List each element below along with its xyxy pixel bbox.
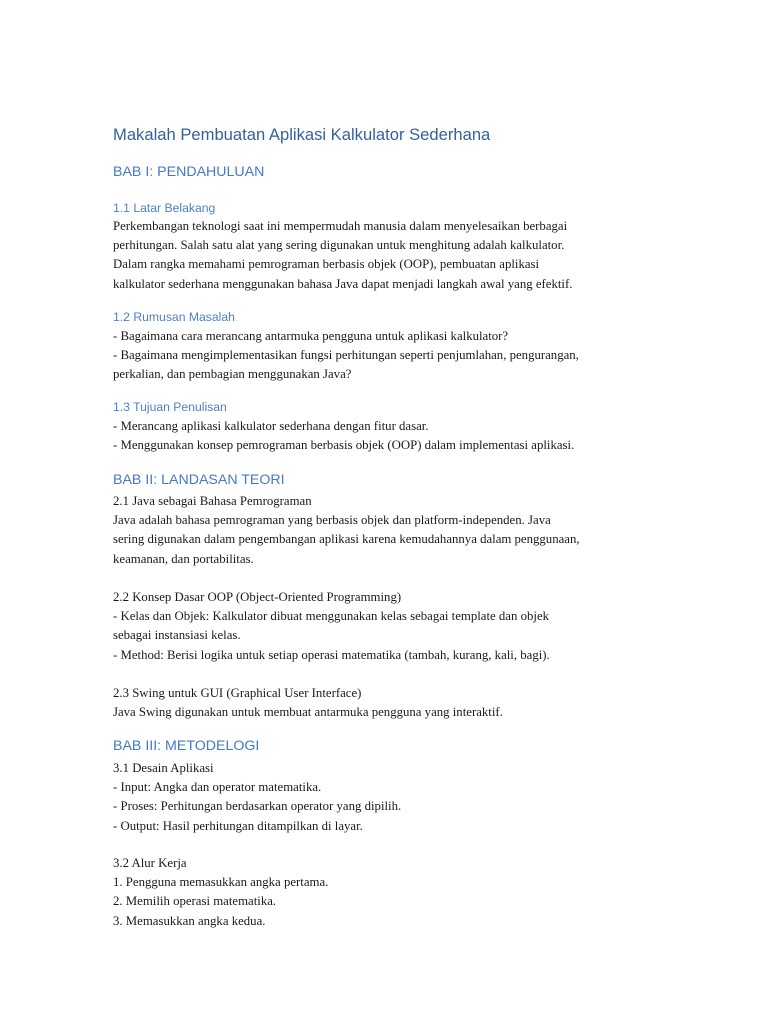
paragraph-line: - Kelas dan Objek: Kalkulator dibuat menggunakan kelas sebagai template dan objek	[113, 609, 550, 624]
section-3-2-paragraph	[113, 854, 673, 931]
list-item: - Input: Angka dan operator matematika.	[113, 780, 322, 795]
section-2-2-paragraph	[113, 588, 673, 665]
bab1-heading: BAB I: PENDAHULUAN	[113, 164, 265, 180]
list-item: 2. Memilih operasi matematika.	[113, 894, 277, 909]
list-item: 1. Pengguna memasukkan angka pertama.	[113, 875, 329, 890]
list-item: - Bagaimana cara merancang antarmuka pengguna untuk aplikasi kalkulator?	[113, 329, 509, 343]
paragraph-line: Java adalah bahasa pemrograman yang berbasis objek dan platform-independen. Java	[113, 513, 551, 528]
paragraph-line: 2.1 Java sebagai Bahasa Pemrograman	[113, 494, 312, 508]
paragraph-line: Dalam rangka memahami pemrograman berbasis objek (OOP), pembuatan aplikasi	[113, 257, 540, 272]
list-item: perkalian, dan pembagian menggunakan Java?	[113, 367, 352, 382]
list-item: - Merancang aplikasi kalkulator sederhana dengan fitur dasar.	[113, 419, 429, 433]
section-1-1-paragraph	[113, 217, 673, 294]
paragraph-line: Perkembangan teknologi saat ini mempermudah manusia dalam menyelesaikan berbagai	[113, 219, 568, 233]
section-1-2-heading: 1.2 Rumusan Masalah	[113, 310, 235, 324]
paragraph-line: kalkulator sederhana menggunakan bahasa Java dapat menjadi langkah awal yang efektif.	[113, 276, 573, 291]
bab3-heading: BAB III: METODELOGI	[113, 738, 260, 754]
paragraph-line: sebagai instansiasi kelas.	[113, 628, 241, 643]
paragraph-line: 3.1 Desain Aplikasi	[113, 761, 214, 775]
paragraph-line: 3.2 Alur Kerja	[113, 856, 187, 870]
paragraph-line: sering digunakan dalam pengembangan aplikasi karena kemudahannya dalam penggunaan,	[113, 532, 580, 547]
list-item: - Bagaimana mengimplementasikan fungsi perhitungan seperti penjumlahan, pengurangan,	[113, 348, 579, 363]
list-item: - Menggunakan konsep pemrograman berbasis objek (OOP) dalam implementasi aplikasi.	[113, 438, 575, 453]
paragraph-line: 2.3 Swing untuk GUI (Graphical User Interface)	[113, 686, 362, 700]
paragraph-line: Java Swing digunakan untuk membuat antarmuka pengguna yang interaktif.	[113, 705, 503, 720]
list-item: 3. Memasukkan angka kedua.	[113, 913, 266, 928]
section-1-3-heading: 1.3 Tujuan Penulisan	[113, 400, 227, 414]
section-1-1-heading: 1.1 Latar Belakang	[113, 201, 216, 215]
paragraph-line: 2.2 Konsep Dasar OOP (Object-Oriented Programming)	[113, 590, 402, 604]
list-item: - Output: Hasil perhitungan ditampilkan di layar.	[113, 818, 363, 833]
bab2-heading: BAB II: LANDASAN TEORI	[113, 472, 285, 488]
paragraph-line: - Method: Berisi logika untuk setiap operasi matematika (tambah, kurang, kali, bagi).	[113, 647, 550, 662]
paragraph-line: keamanan, dan portabilitas.	[113, 551, 254, 566]
document-title: Makalah Pembuatan Aplikasi Kalkulator Sederhana	[113, 125, 491, 144]
paragraph-line: perhitungan. Salah satu alat yang sering digunakan untuk menghitung adalah kalkulator.	[113, 238, 565, 253]
section-1-3-list	[113, 417, 673, 455]
section-1-2-list	[113, 327, 673, 385]
section-2-1-paragraph	[113, 492, 673, 569]
section-3-1-paragraph	[113, 759, 673, 836]
section-2-3-paragraph	[113, 684, 673, 722]
list-item: - Proses: Perhitungan berdasarkan operator yang dipilih.	[113, 799, 402, 814]
